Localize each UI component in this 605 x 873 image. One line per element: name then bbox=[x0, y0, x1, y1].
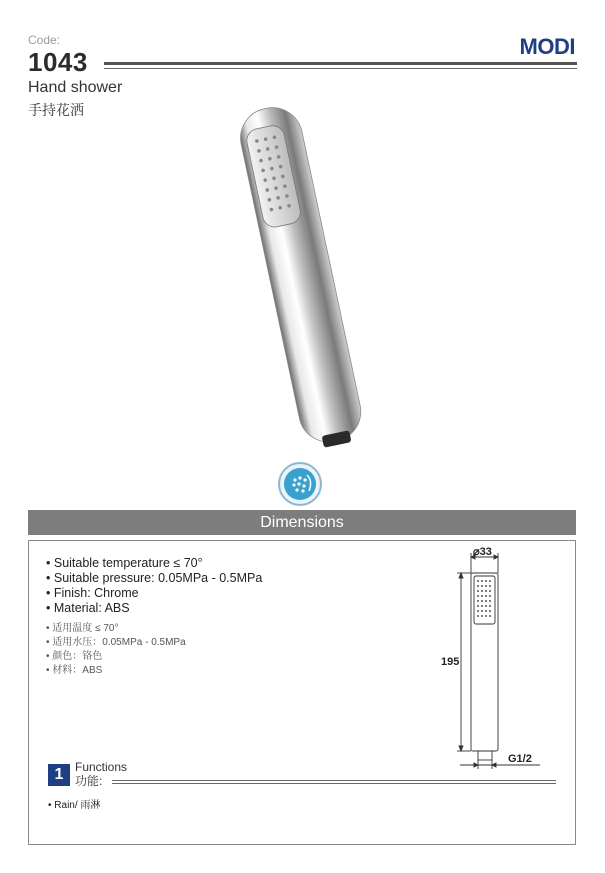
spec-temperature-cn: • 适用温度 ≤ 70° bbox=[46, 622, 186, 636]
spec-pressure: • Suitable pressure: 0.05MPa - 0.5MPa bbox=[46, 571, 262, 586]
function-item-label: Rain/ 雨淋 bbox=[54, 800, 101, 811]
spec-finish: • Finish: Chrome bbox=[46, 586, 262, 601]
spec-material: • Material: ABS bbox=[46, 601, 262, 616]
dim-length-label: 195 bbox=[441, 656, 460, 668]
code-number: 1043 bbox=[28, 47, 88, 77]
brand-logo: MODI bbox=[519, 34, 575, 59]
functions-number-badge: 1 bbox=[48, 764, 70, 786]
dim-diameter-label: ⌀33 bbox=[473, 546, 492, 558]
header-rule-thick bbox=[104, 62, 577, 65]
specs-cn-list bbox=[46, 622, 186, 678]
functions-title-cn: 功能: bbox=[75, 774, 103, 788]
spray-nozzle-badge-icon bbox=[277, 461, 323, 507]
spec-temperature: • Suitable temperature ≤ 70° bbox=[46, 556, 262, 571]
product-name-en: Hand shower bbox=[28, 79, 123, 96]
functions-rule-bottom bbox=[112, 783, 556, 784]
functions-title-en: Functions bbox=[75, 760, 128, 774]
functions-rule-top bbox=[112, 780, 556, 781]
spec-finish-cn: • 颜色：铬色 bbox=[46, 650, 186, 664]
header-rule-thin bbox=[104, 68, 577, 69]
function-item: • Rain/ 雨淋 bbox=[48, 800, 101, 811]
dimension-drawing bbox=[440, 545, 560, 775]
spec-pressure-cn: • 适用水压：0.05MPa - 0.5MPa bbox=[46, 636, 186, 650]
dimensions-section-bar: Dimensions bbox=[28, 510, 576, 535]
dim-thread-label: G1/2 bbox=[508, 753, 532, 765]
product-name-cn: 手持花洒 bbox=[28, 102, 84, 118]
hand-shower-image bbox=[230, 96, 380, 456]
spec-material-cn: • 材料：ABS bbox=[46, 664, 186, 678]
specs-en-list bbox=[46, 556, 262, 616]
code-label: Code: bbox=[28, 33, 61, 47]
